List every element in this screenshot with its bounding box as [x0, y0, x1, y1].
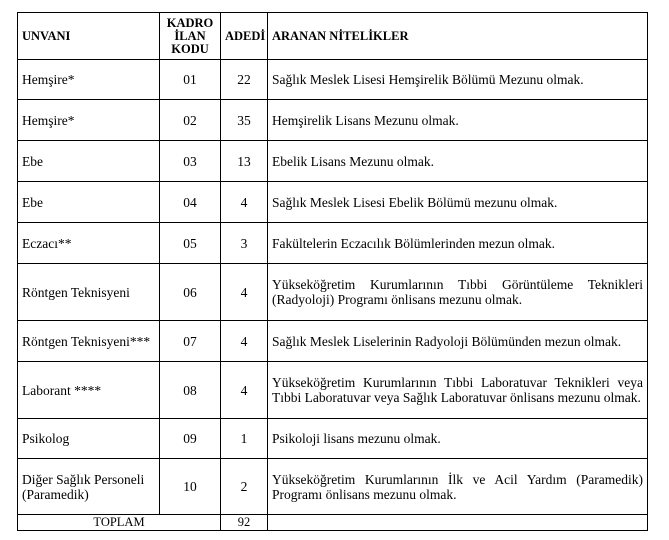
cell-nitelik: Sağlık Meslek Lisesi Ebelik Bölümü mezunu olmak.: [268, 182, 648, 223]
cell-kod: 03: [160, 141, 221, 182]
cell-nitelik: Yükseköğretim Kurumlarının İlk ve Acil Yardım (Paramedik) Programı önlisans mezunu olmak.: [268, 459, 648, 515]
cell-unvan: Psikolog: [18, 419, 160, 459]
table-row: [18, 362, 648, 419]
cell-adet: 4: [221, 264, 268, 321]
cell-adet: 4: [221, 362, 268, 419]
total-empty-cell: [268, 515, 648, 531]
table-row: [18, 264, 648, 321]
total-value: 92: [221, 515, 268, 531]
cell-unvan: Hemşire*: [18, 100, 160, 141]
header-kod-line1: KADRO: [166, 15, 214, 30]
cell-unvan: Hemşire*: [18, 60, 160, 100]
cell-adet: 22: [221, 60, 268, 100]
cell-nitelik: Yükseköğretim Kurumlarının Tıbbi Görüntüleme Teknikleri (Radyoloji) Programı önlisans mezunu olmak.: [268, 264, 648, 321]
table-row: [18, 223, 648, 264]
cell-kod: 10: [160, 459, 221, 515]
cell-unvan: Ebe: [18, 141, 160, 182]
cell-adet: 35: [221, 100, 268, 141]
cell-kod: 02: [160, 100, 221, 141]
table-row: [18, 141, 648, 182]
cell-nitelik: Yükseköğretim Kurumlarının Tıbbi Laboratuvar Teknikleri veya Tıbbi Laboratuvar veya Sağlık Laboratuvar önlisans mezunu olmak.: [268, 362, 648, 419]
table-row: [18, 182, 648, 223]
cell-nitelik: Sağlık Meslek Lisesi Hemşirelik Bölümü Mezunu olmak.: [268, 60, 648, 100]
cell-adet: 4: [221, 182, 268, 223]
cell-adet: 1: [221, 419, 268, 459]
cell-kod: 09: [160, 419, 221, 459]
cell-kod: 05: [160, 223, 221, 264]
positions-table: [17, 12, 648, 531]
header-row: [18, 13, 648, 60]
cell-adet: 3: [221, 223, 268, 264]
cell-nitelik: Fakültelerin Eczacılık Bölümlerinden mezun olmak.: [268, 223, 648, 264]
cell-unvan: Röntgen Teknisyeni: [18, 264, 160, 321]
header-kod-line3: KODU: [171, 41, 209, 56]
header-nitelik: ARANAN NİTELİKLER: [268, 13, 648, 60]
table-row: [18, 60, 648, 100]
header-kod-line2: İLAN: [174, 28, 206, 43]
header-unvan: UNVANI: [18, 13, 160, 60]
cell-unvan: Ebe: [18, 182, 160, 223]
table-row: [18, 419, 648, 459]
cell-nitelik: Hemşirelik Lisans Mezunu olmak.: [268, 100, 648, 141]
table-row: [18, 100, 648, 141]
cell-kod: 01: [160, 60, 221, 100]
header-adet: ADEDİ: [221, 13, 268, 60]
cell-adet: 2: [221, 459, 268, 515]
cell-unvan: Röntgen Teknisyeni***: [18, 321, 160, 362]
table-row: [18, 459, 648, 515]
total-label: TOPLAM: [18, 515, 221, 531]
cell-nitelik: Sağlık Meslek Liselerinin Radyoloji Bölümünden mezun olmak.: [268, 321, 648, 362]
cell-kod: 07: [160, 321, 221, 362]
cell-adet: 4: [221, 321, 268, 362]
cell-unvan: Diğer Sağlık Personeli (Paramedik): [18, 459, 160, 515]
cell-nitelik: Psikoloji lisans mezunu olmak.: [268, 419, 648, 459]
cell-nitelik: Ebelik Lisans Mezunu olmak.: [268, 141, 648, 182]
cell-kod: 06: [160, 264, 221, 321]
cell-kod: 08: [160, 362, 221, 419]
cell-unvan: Laborant ****: [18, 362, 160, 419]
total-row: [18, 515, 648, 531]
table-row: [18, 321, 648, 362]
header-kadro-ilan-kodu: [160, 13, 221, 60]
cell-kod: 04: [160, 182, 221, 223]
cell-adet: 13: [221, 141, 268, 182]
cell-unvan: Eczacı**: [18, 223, 160, 264]
